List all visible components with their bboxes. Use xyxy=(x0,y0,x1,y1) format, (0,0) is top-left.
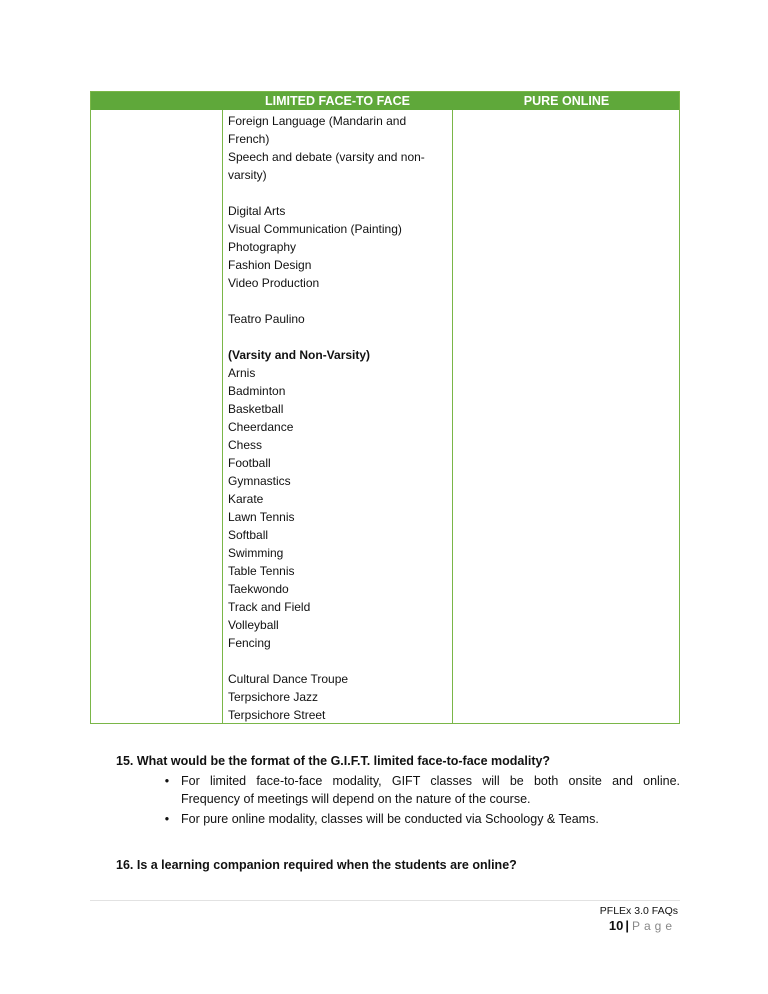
spacer xyxy=(228,292,446,310)
list-item: Photography xyxy=(228,240,297,254)
spacer xyxy=(228,652,446,670)
list-item: Visual Communication (Painting) xyxy=(228,222,402,236)
footer-page-number xyxy=(609,918,676,933)
table-header-row xyxy=(91,92,679,110)
bullet-icon: • xyxy=(164,812,170,826)
q15-bullet1-line2: Frequency of meetings will depend on the nature of the course. xyxy=(181,792,531,806)
column-divider xyxy=(452,110,453,723)
category-heading: (Varsity and Non-Varsity) xyxy=(228,348,371,362)
page-number: 10 xyxy=(608,918,624,933)
modality-table xyxy=(90,91,680,724)
list-item: Table Tennis xyxy=(228,564,295,578)
limited-face-to-face-cell xyxy=(228,112,446,724)
list-item: Cultural Dance Troupe xyxy=(228,672,349,686)
list-item: Gymnastics xyxy=(228,474,291,488)
spacer xyxy=(228,184,446,202)
page-separator: | xyxy=(625,918,629,933)
list-item: Basketball xyxy=(228,402,284,416)
list-item: Softball xyxy=(228,528,269,542)
list-item: Lawn Tennis xyxy=(228,510,295,524)
q15-bullet-list xyxy=(160,772,680,830)
footer-divider xyxy=(90,900,680,901)
list-item: Fencing xyxy=(228,636,271,650)
q15-bullet1-line1: For limited face-to-face modality, GIFT classes will be both onsite and online. xyxy=(181,774,680,788)
list-item: Speech and debate (varsity and non- xyxy=(228,150,425,164)
list-item: Football xyxy=(228,456,271,470)
list-item: Digital Arts xyxy=(228,204,286,218)
list-item: Arnis xyxy=(228,366,256,380)
column-divider xyxy=(222,110,223,723)
q15-bullet2: For pure online modality, classes will be conducted via Schoology & Teams. xyxy=(181,812,599,826)
spacer xyxy=(228,328,446,346)
page-word: Page xyxy=(631,919,676,933)
list-item: Track and Field xyxy=(228,600,311,614)
list-item: Fashion Design xyxy=(228,258,312,272)
list-item: Foreign Language (Mandarin and xyxy=(228,114,407,128)
bullet-icon: • xyxy=(164,774,170,788)
list-item: Video Production xyxy=(228,276,320,290)
list-item: Badminton xyxy=(228,384,286,398)
list-item: Terpsichore Jazz xyxy=(228,690,319,704)
question-15: 15. What would be the format of the G.I.F.T. limited face-to-face modality? xyxy=(116,754,551,768)
header-limited-face-to-face: LIMITED FACE-TO FACE xyxy=(265,94,410,108)
list-item: French) xyxy=(228,132,270,146)
list-item: Cheerdance xyxy=(228,420,294,434)
list-item: Chess xyxy=(228,438,263,452)
list-item xyxy=(160,772,680,808)
list-item: Teatro Paulino xyxy=(228,312,305,326)
list-item: Volleyball xyxy=(228,618,279,632)
header-pure-online: PURE ONLINE xyxy=(523,94,610,108)
list-item: Karate xyxy=(228,492,264,506)
question-16: 16. Is a learning companion required when the students are online? xyxy=(116,858,517,872)
footer-doc-title: PFLEx 3.0 FAQs xyxy=(599,905,678,917)
list-item: Terpsichore Street xyxy=(228,708,326,722)
list-item: varsity) xyxy=(228,168,267,182)
list-item xyxy=(160,810,680,828)
list-item: Taekwondo xyxy=(228,582,289,596)
list-item: Swimming xyxy=(228,546,284,560)
